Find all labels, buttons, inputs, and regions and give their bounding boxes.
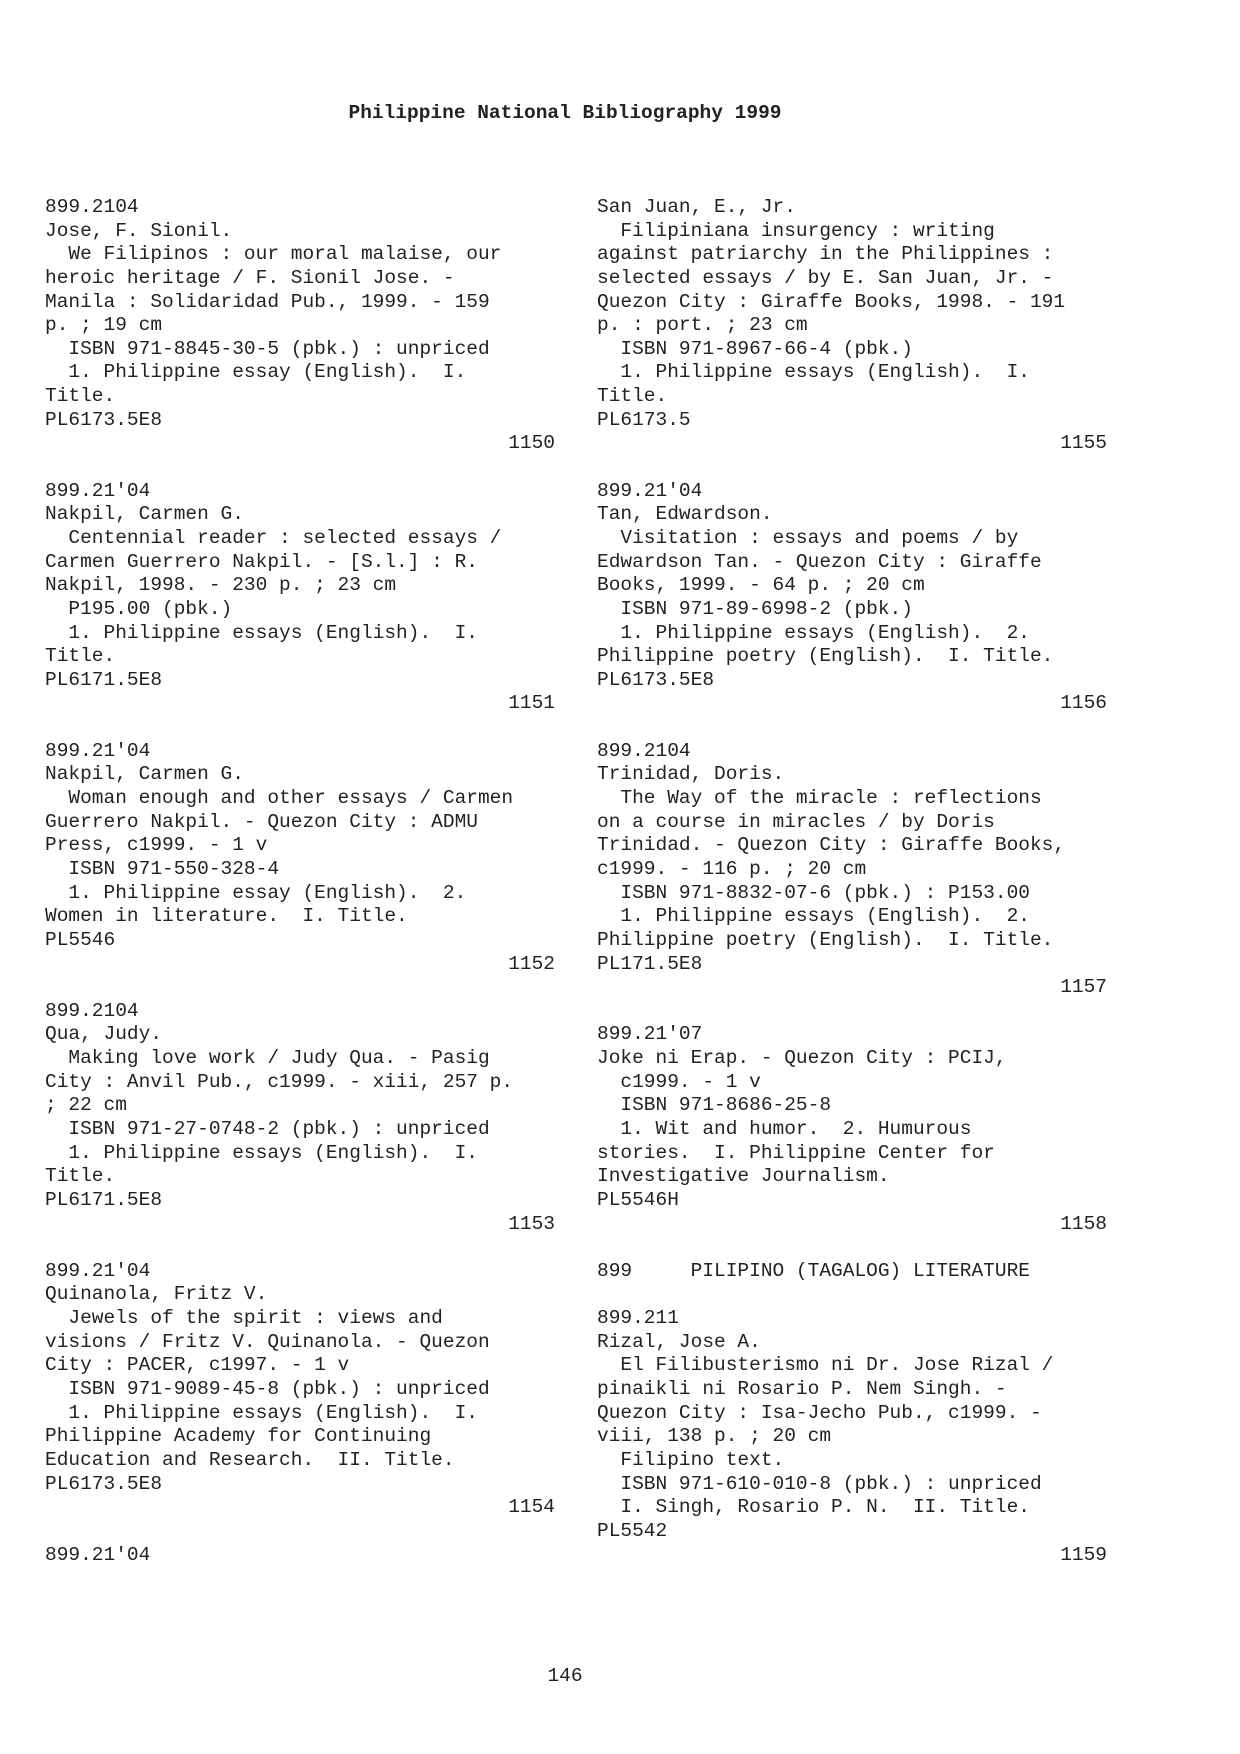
bibliography-entry-1156: [597, 480, 1107, 716]
entry-line: Trinidad, Doris.: [597, 763, 785, 786]
entry-line: ISBN 971-610-010-8 (pbk.) : unpriced: [597, 1472, 1042, 1495]
entry-line: 899.2104: [45, 999, 139, 1022]
entry-line: Press, c1999. - 1 v: [45, 834, 268, 857]
entry-line: City : PACER, c1997. - 1 v: [45, 1354, 350, 1377]
entry-line: Joke ni Erap. - Quezon City : PCIJ,: [597, 1047, 1007, 1070]
entry-line: Making love work / Judy Qua. - Pasig: [45, 1047, 490, 1070]
entry-line: PL6173.5E8: [45, 408, 163, 431]
entry-line: 1. Philippine essays (English). I.: [45, 1141, 478, 1164]
entry-line: Quinanola, Fritz V.: [45, 1283, 268, 1306]
entry-line: c1999. - 116 p. ; 20 cm: [597, 857, 867, 880]
entry-number: 1156: [1060, 692, 1107, 715]
entry-line: 899.21'04: [45, 479, 151, 502]
entry-line: Jose, F. Sionil.: [45, 219, 233, 242]
entry-line: 1. Philippine essays (English). 2.: [597, 905, 1030, 928]
entry-line: Centennial reader : selected essays /: [45, 526, 502, 549]
entry-line: Title.: [45, 385, 116, 408]
entry-line: visions / Fritz V. Quinanola. - Quezon: [45, 1330, 490, 1353]
entry-line: Filipiniana insurgency : writing: [597, 219, 995, 242]
left-column: [45, 196, 555, 1567]
entry-line: Investigative Journalism.: [597, 1165, 890, 1188]
entry-line: Title.: [45, 1165, 116, 1188]
entry-line: Qua, Judy.: [45, 1023, 163, 1046]
entry-line: p. : port. ; 23 cm: [597, 314, 808, 337]
entry-line: on a course in miracles / by Doris: [597, 810, 995, 833]
bibliography-entry-1151: [45, 480, 555, 716]
entry-line: Quezon City : Giraffe Books, 1998. - 191: [597, 290, 1066, 313]
entry-line: Philippine Academy for Continuing: [45, 1425, 432, 1448]
entry-line: against patriarchy in the Philippines :: [597, 243, 1054, 266]
entry-number: 1151: [508, 692, 555, 715]
entry-line: ISBN 971-9089-45-8 (pbk.) : unpriced: [45, 1378, 490, 1401]
entry-line: Guerrero Nakpil. - Quezon City : ADMU: [45, 810, 478, 833]
entry-line: 1. Philippine essays (English). I.: [45, 1401, 478, 1424]
bibliography-entry-1152: [45, 740, 555, 976]
entry-line: PL5542: [597, 1519, 668, 1542]
entry-line: 899.2104: [45, 196, 139, 218]
entry-line: stories. I. Philippine Center for: [597, 1141, 995, 1164]
entry-line: Woman enough and other essays / Carmen: [45, 787, 514, 810]
entry-line: 899.21'04: [597, 479, 703, 502]
entry-number: 1155: [1060, 432, 1107, 455]
entry-line: 899.21'04: [45, 739, 151, 762]
entry-line: PL5546H: [597, 1188, 679, 1211]
entry-line: Rizal, Jose A.: [597, 1330, 761, 1353]
entry-line: I. Singh, Rosario P. N. II. Title.: [597, 1496, 1030, 1519]
entry-line: Carmen Guerrero Nakpil. - [S.l.] : R.: [45, 550, 478, 573]
entry-line: Nakpil, Carmen G.: [45, 503, 244, 526]
entry-line: Philippine poetry (English). I. Title.: [597, 645, 1054, 668]
entry-line: Education and Research. II. Title.: [45, 1448, 455, 1471]
entry-line: PL6173.5: [597, 408, 691, 431]
entry-line: ISBN 971-550-328-4: [45, 857, 280, 880]
entry-line: ISBN 971-8967-66-4 (pbk.): [597, 337, 913, 360]
entry-line: Edwardson Tan. - Quezon City : Giraffe: [597, 550, 1042, 573]
entry-line: Quezon City : Isa-Jecho Pub., c1999. -: [597, 1401, 1042, 1424]
entry-line: 1. Philippine essays (English). I.: [597, 361, 1030, 384]
entry-line: Books, 1999. - 64 p. ; 20 cm: [597, 574, 925, 597]
entry-line: pinaikli ni Rosario P. Nem Singh. -: [597, 1378, 1007, 1401]
entry-line: 1. Philippine essays (English). I.: [45, 621, 478, 644]
entry-line: heroic heritage / F. Sionil Jose. -: [45, 266, 455, 289]
bibliography-entry-1157: [597, 740, 1107, 1000]
entry-line: 1. Philippine essay (English). I.: [45, 361, 467, 384]
entry-line: ISBN 971-27-0748-2 (pbk.) : unpriced: [45, 1117, 490, 1140]
entry-line: Filipino text.: [597, 1448, 785, 1471]
entry-line: p. ; 19 cm: [45, 314, 163, 337]
entry-line: Women in literature. I. Title.: [45, 905, 408, 928]
bibliography-entry-1155: [597, 196, 1107, 456]
entry-line: 899.21'04: [45, 1259, 151, 1282]
section-heading: 899 PILIPINO (TAGALOG) LITERATURE: [597, 1259, 1030, 1282]
entry-number: 1157: [1060, 976, 1107, 999]
entry-line: ISBN 971-8686-25-8: [597, 1094, 832, 1117]
entry-number: 1159: [1060, 1543, 1107, 1566]
entry-line: 899.21'07: [597, 1023, 703, 1046]
entry-line: Visitation : essays and poems / by: [597, 526, 1019, 549]
bibliography-entry-1154: [45, 1260, 555, 1520]
entry-line: Jewels of the spirit : views and: [45, 1307, 443, 1330]
entry-line: PL6173.5E8: [597, 668, 715, 691]
entry-line: viii, 138 p. ; 20 cm: [597, 1425, 832, 1448]
entry-line: Philippine poetry (English). I. Title.: [597, 928, 1054, 951]
entry-line: ISBN 971-8832-07-6 (pbk.) : P153.00: [597, 881, 1030, 904]
right-column: [597, 196, 1107, 1591]
entry-line: We Filipinos : our moral malaise, our: [45, 243, 502, 266]
entry-line: ; 22 cm: [45, 1094, 127, 1117]
entry-line: 1. Philippine essay (English). 2.: [45, 881, 467, 904]
entry-line: PL171.5E8: [597, 952, 703, 975]
bibliography-entry-1158: [597, 1023, 1107, 1236]
entry-line: El Filibusterismo ni Dr. Jose Rizal /: [597, 1354, 1054, 1377]
entry-line: Title.: [597, 385, 668, 408]
entry-number: 1154: [508, 1496, 555, 1519]
entry-line: c1999. - 1 v: [597, 1070, 761, 1093]
entry-line: Tan, Edwardson.: [597, 503, 773, 526]
bibliography-entry-1159: [597, 1307, 1107, 1567]
entry-line: selected essays / by E. San Juan, Jr. -: [597, 266, 1054, 289]
entry-line: Nakpil, Carmen G.: [45, 763, 244, 786]
entry-number: 1158: [1060, 1212, 1107, 1235]
entry-line: PL6173.5E8: [45, 1472, 163, 1495]
entry-line: City : Anvil Pub., c1999. - xiii, 257 p.: [45, 1070, 514, 1093]
entry-line: PL6171.5E8: [45, 1188, 163, 1211]
entry-line: The Way of the miracle : reflections: [597, 787, 1042, 810]
page-number: 146: [547, 1665, 583, 1687]
entry-number: 1150: [508, 432, 555, 455]
entry-number: 1152: [508, 952, 555, 975]
entry-line: 899.2104: [597, 739, 691, 762]
entry-line: ISBN 971-89-6998-2 (pbk.): [597, 597, 913, 620]
entry-line: Nakpil, 1998. - 230 p. ; 23 cm: [45, 574, 397, 597]
entry-line: 899.211: [597, 1307, 679, 1330]
bibliography-entry-1150: [45, 196, 555, 456]
entry-line: 1. Wit and humor. 2. Humurous: [597, 1117, 972, 1140]
entry-line: Title.: [45, 645, 116, 668]
entry-line: PL6171.5E8: [45, 668, 163, 691]
bibliography-entry-1153: [45, 1000, 555, 1236]
page-title: Philippine National Bibliography 1999: [348, 102, 782, 124]
entry-line: P195.00 (pbk.): [45, 597, 233, 620]
continued-entry-classification: 899.21'04: [45, 1543, 151, 1566]
entry-line: 1. Philippine essays (English). 2.: [597, 621, 1030, 644]
entry-line: Trinidad. - Quezon City : Giraffe Books,: [597, 834, 1066, 857]
entry-number: 1153: [508, 1212, 555, 1235]
entry-line: Manila : Solidaridad Pub., 1999. - 159: [45, 290, 490, 313]
entry-line: PL5546: [45, 928, 116, 951]
entry-line: ISBN 971-8845-30-5 (pbk.) : unpriced: [45, 337, 490, 360]
entry-line: San Juan, E., Jr.: [597, 196, 796, 218]
